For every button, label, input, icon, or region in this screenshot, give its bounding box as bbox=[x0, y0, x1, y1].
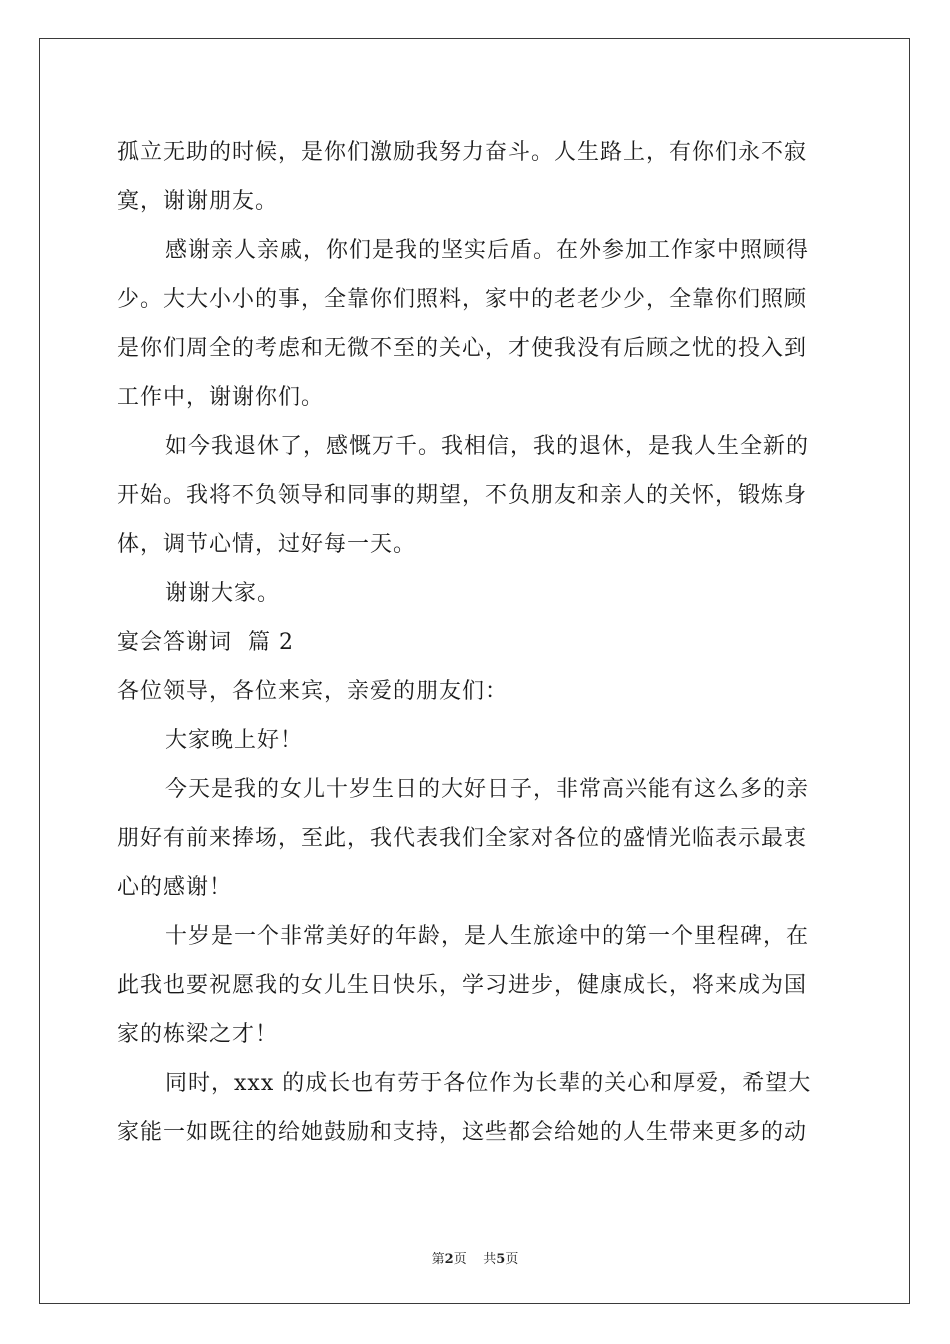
text-line: 家的栋梁之才！ bbox=[117, 1022, 279, 1047]
total-prefix: 共 bbox=[483, 1252, 497, 1267]
page-prefix: 第 bbox=[431, 1252, 445, 1267]
text-line: 朋好有前来捧场，至此，我代表我们全家对各位的盛情光临表示最衷 bbox=[117, 826, 808, 851]
page-suffix: 页 bbox=[453, 1252, 467, 1267]
page-footer bbox=[0, 1248, 950, 1267]
salutation: 各位领导，各位来宾，亲爱的朋友们： bbox=[117, 679, 509, 704]
section-heading: 宴会答谢词 篇 2 bbox=[117, 630, 294, 655]
paragraph-start: 十岁是一个非常美好的年龄，是人生旅途中的第一个里程碑，在 bbox=[165, 924, 810, 949]
paragraph-start: 同时，xxx 的成长也有劳于各位作为长辈的关心和厚爱，希望大 bbox=[165, 1071, 812, 1096]
page-number: 2 bbox=[444, 1252, 454, 1267]
paragraph-start: 今天是我的女儿十岁生日的大好日子，非常高兴能有这么多的亲 bbox=[165, 777, 810, 802]
text-line: 心的感谢！ bbox=[117, 875, 233, 900]
total-suffix: 页 bbox=[505, 1252, 519, 1267]
text-line: 开始。我将不负领导和同事的期望，不负朋友和亲人的关怀，锻炼身 bbox=[117, 483, 808, 508]
text-line: 体，调节心情，过好每一天。 bbox=[117, 532, 417, 557]
paragraph-start: 感谢亲人亲戚，你们是我的坚实后盾。在外参加工作家中照顾得 bbox=[165, 238, 810, 263]
greeting: 大家晚上好！ bbox=[165, 728, 304, 753]
paragraph-start: 谢谢大家。 bbox=[165, 581, 281, 606]
text-line: 孤立无助的时候，是你们激励我努力奋斗。人生路上，有你们永不寂 bbox=[117, 140, 808, 165]
document-body bbox=[117, 128, 837, 1157]
text-line: 此我也要祝愿我的女儿生日快乐，学习进步，健康成长，将来成为国 bbox=[117, 973, 808, 998]
text-line: 是你们周全的考虑和无微不至的关心，才使我没有后顾之忧的投入到 bbox=[117, 336, 808, 361]
paragraph-start: 如今我退休了，感慨万千。我相信，我的退休，是我人生全新的 bbox=[165, 434, 810, 459]
page-total: 5 bbox=[496, 1252, 506, 1267]
text-line: 寞，谢谢朋友。 bbox=[117, 189, 279, 214]
text-line: 少。大大小小的事，全靠你们照料，家中的老老少少，全靠你们照顾 bbox=[117, 287, 808, 312]
text-line: 家能一如既往的给她鼓励和支持，这些都会给她的人生带来更多的动 bbox=[117, 1120, 808, 1145]
text-line: 工作中，谢谢你们。 bbox=[117, 385, 325, 410]
